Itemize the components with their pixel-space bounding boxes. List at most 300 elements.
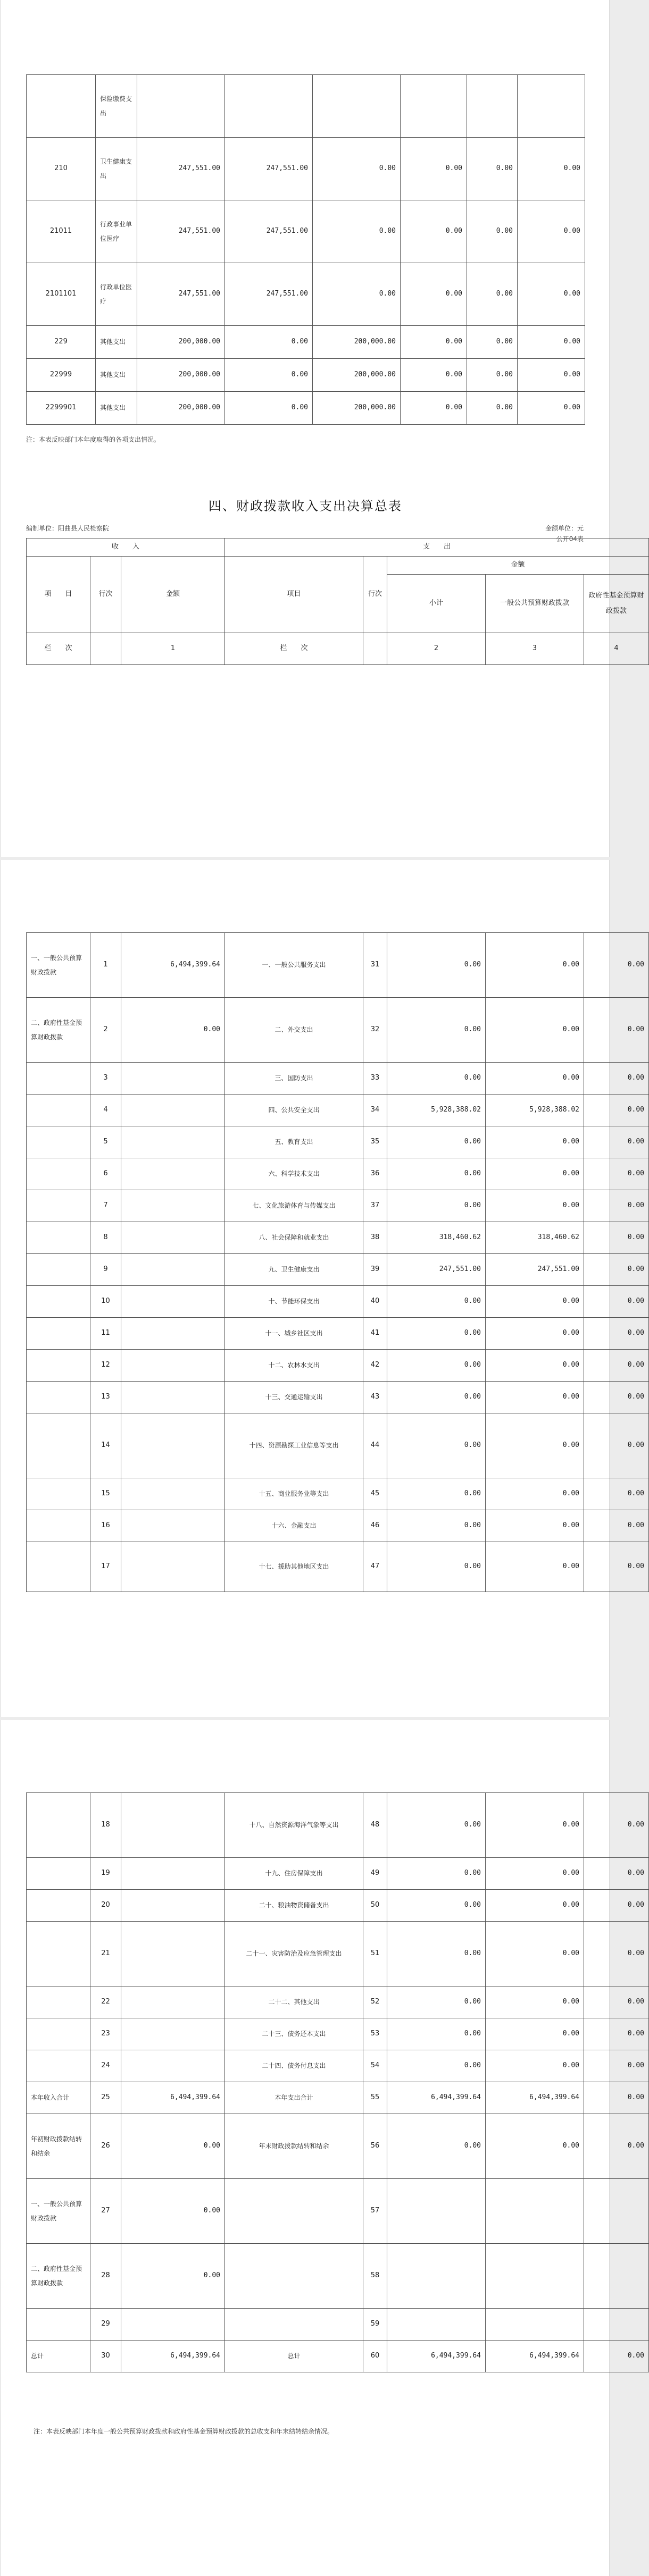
- cell-amount: [121, 1254, 225, 1286]
- cell-fund: 0.00: [584, 1922, 649, 1986]
- cell-line: 19: [90, 1858, 121, 1890]
- cell-eline: 37: [363, 1190, 387, 1222]
- cell-sub: 0.00: [387, 1542, 486, 1592]
- cell-gen: 0.00: [486, 1350, 584, 1382]
- cell-sub: 0.00: [387, 1858, 486, 1890]
- cell-code: 2299901: [27, 392, 96, 425]
- cell-project: 200,000.00: [313, 359, 401, 392]
- cell-exp: 十九、住房保障支出: [225, 1858, 363, 1890]
- document-page-1: [0, 0, 644, 857]
- cell-line: 4: [90, 1095, 121, 1126]
- form-number: 公开04表: [556, 535, 584, 543]
- cell-c4: 0.00: [401, 200, 467, 263]
- cell-fund: 0.00: [584, 1793, 649, 1858]
- cell-gen: 0.00: [486, 1190, 584, 1222]
- cell-line: 28: [90, 2244, 121, 2309]
- cell-sub: 0.00: [387, 2050, 486, 2082]
- cell-amount: [121, 1158, 225, 1190]
- cell-line: 26: [90, 2114, 121, 2179]
- table-row: [27, 1286, 649, 1318]
- cell-basic: 247,551.00: [225, 263, 313, 326]
- cell-basic: 247,551.00: [225, 138, 313, 200]
- cell-c6: 0.00: [518, 200, 585, 263]
- cell-c6: 0.00: [518, 138, 585, 200]
- cell-item: [27, 1858, 90, 1890]
- cell-name: 卫生健康支出: [96, 138, 137, 200]
- cell-c4: 0.00: [401, 392, 467, 425]
- cell-line: 13: [90, 1382, 121, 1413]
- table-row: [27, 1890, 649, 1922]
- cell-fund: 0.00: [584, 1478, 649, 1510]
- table-row: [27, 1510, 649, 1542]
- cell-sub: 0.00: [387, 1413, 486, 1478]
- cell-gen: 0.00: [486, 1158, 584, 1190]
- cell-gen: 0.00: [486, 2114, 584, 2179]
- cell-exp: 十一、城乡社区支出: [225, 1318, 363, 1350]
- cell-c5: [467, 75, 518, 138]
- table-row: [27, 1158, 649, 1190]
- cell-project: 0.00: [313, 200, 401, 263]
- cell-amount: 0.00: [121, 2244, 225, 2309]
- cell-name: 其他支出: [96, 359, 137, 392]
- cell-name: 保险缴费支出: [96, 75, 137, 138]
- cell-eline: 55: [363, 2082, 387, 2114]
- cell-eline: 56: [363, 2114, 387, 2179]
- cell-exp: 十五、商业服务业等支出: [225, 1478, 363, 1510]
- cell-eline: 58: [363, 2244, 387, 2309]
- table-row: [27, 1478, 649, 1510]
- cell-sub: 0.00: [387, 1793, 486, 1858]
- cell-sub: 0.00: [387, 1382, 486, 1413]
- col-label-2: 栏 次: [225, 633, 363, 665]
- cell-item: [27, 1286, 90, 1318]
- cell-amount: [121, 1286, 225, 1318]
- cell-sub: 0.00: [387, 1158, 486, 1190]
- cell-eline: 35: [363, 1126, 387, 1158]
- cell-line: 18: [90, 1793, 121, 1858]
- cell-fund: 0.00: [584, 2341, 649, 2372]
- cell-line: 8: [90, 1222, 121, 1254]
- table-row: [27, 1222, 649, 1254]
- cell-c5: 0.00: [467, 392, 518, 425]
- cell-fund: 0.00: [584, 2018, 649, 2050]
- cell-sub: 0.00: [387, 1126, 486, 1158]
- cell-line: 7: [90, 1190, 121, 1222]
- cell-eline: 46: [363, 1510, 387, 1542]
- cell-name: 其他支出: [96, 326, 137, 359]
- cell-item: [27, 1382, 90, 1413]
- general-budget-header: 一般公共预算财政拨款: [486, 575, 584, 633]
- cell-fund: [584, 2244, 649, 2309]
- cell-line: 3: [90, 1063, 121, 1095]
- cell-fund: 0.00: [584, 2082, 649, 2114]
- subtotal-header: 小计: [387, 575, 486, 633]
- cell-gen: 0.00: [486, 1986, 584, 2018]
- cell-item: [27, 1478, 90, 1510]
- cell-amount: [121, 1986, 225, 2018]
- cell-fund: 0.00: [584, 1254, 649, 1286]
- cell-sub: 5,928,388.02: [387, 1095, 486, 1126]
- table-row: [27, 2018, 649, 2050]
- cell-total: 200,000.00: [137, 359, 225, 392]
- cell-c4: 0.00: [401, 138, 467, 200]
- cell-total: 247,551.00: [137, 263, 225, 326]
- table-row: [27, 359, 585, 392]
- cell-line: 12: [90, 1350, 121, 1382]
- cell-total: 247,551.00: [137, 200, 225, 263]
- cell-gen: 0.00: [486, 933, 584, 998]
- cell-code: 210: [27, 138, 96, 200]
- cell-total: 247,551.00: [137, 138, 225, 200]
- table-row: [27, 1063, 649, 1095]
- cell-eline: 47: [363, 1542, 387, 1592]
- cell-gen: 318,460.62: [486, 1222, 584, 1254]
- cell-sub: 0.00: [387, 1986, 486, 2018]
- cell-amount: [121, 1793, 225, 1858]
- cell-amount: [121, 2018, 225, 2050]
- cell-exp: 十八、自然资源海洋气象等支出: [225, 1793, 363, 1858]
- cell-item: [27, 1222, 90, 1254]
- cell-gen: [486, 2309, 584, 2341]
- cell-amount: [121, 1382, 225, 1413]
- table-row: [27, 1793, 649, 1858]
- cell-fund: 0.00: [584, 1382, 649, 1413]
- cell-exp: 九、卫生健康支出: [225, 1254, 363, 1286]
- table-row: [27, 1254, 649, 1286]
- cell-gen: 0.00: [486, 1542, 584, 1592]
- cell-gen: 0.00: [486, 1510, 584, 1542]
- cell-item: 一、一般公共预算财政拨款: [27, 2179, 90, 2244]
- cell-eline: 49: [363, 1858, 387, 1890]
- cell-sub: 318,460.62: [387, 1222, 486, 1254]
- cell-eline: 50: [363, 1890, 387, 1922]
- expense-amount-header: 金额: [387, 557, 649, 575]
- cell-c5: 0.00: [467, 138, 518, 200]
- cell-total: 200,000.00: [137, 392, 225, 425]
- cell-amount: 0.00: [121, 998, 225, 1063]
- table-row: [27, 326, 585, 359]
- table-row: [27, 1413, 649, 1478]
- table-row: [27, 1350, 649, 1382]
- cell-exp: 十六、金融支出: [225, 1510, 363, 1542]
- cell-exp: 年末财政拨款结转和结余: [225, 2114, 363, 2179]
- cell-gen: 0.00: [486, 2050, 584, 2082]
- cell-c4: 0.00: [401, 326, 467, 359]
- cell-item: 本年收入合计: [27, 2082, 90, 2114]
- cell-c6: 0.00: [518, 359, 585, 392]
- cell-sub: 0.00: [387, 1286, 486, 1318]
- cell-item: [27, 1190, 90, 1222]
- table-row: [27, 200, 585, 263]
- cell-item: [27, 1318, 90, 1350]
- cell-project: 200,000.00: [313, 392, 401, 425]
- cell-basic: 0.00: [225, 326, 313, 359]
- cell-fund: 0.00: [584, 1510, 649, 1542]
- cell-eline: 41: [363, 1318, 387, 1350]
- cell-gen: 0.00: [486, 1793, 584, 1858]
- cell-c5: 0.00: [467, 359, 518, 392]
- cell-amount: [121, 1063, 225, 1095]
- cell-exp: 十七、援助其他地区支出: [225, 1542, 363, 1592]
- cell-eline: 32: [363, 998, 387, 1063]
- cell-fund: 0.00: [584, 1350, 649, 1382]
- cell-item: [27, 1986, 90, 2018]
- cell-eline: 45: [363, 1478, 387, 1510]
- cell-fund: 0.00: [584, 1063, 649, 1095]
- cell-item: 总计: [27, 2341, 90, 2372]
- cell-amount: [121, 1095, 225, 1126]
- cell-sub: 0.00: [387, 1318, 486, 1350]
- cell-gen: 6,494,399.64: [486, 2341, 584, 2372]
- cell-exp: 二十三、债务还本支出: [225, 2018, 363, 2050]
- cell-c5: 0.00: [467, 326, 518, 359]
- cell-sub: 0.00: [387, 2018, 486, 2050]
- cell-gen: [486, 2179, 584, 2244]
- cell-exp: 三、国防支出: [225, 1063, 363, 1095]
- cell-amount: [121, 1478, 225, 1510]
- cell-project: 0.00: [313, 138, 401, 200]
- cell-line: 22: [90, 1986, 121, 2018]
- cell-amount: [121, 2309, 225, 2341]
- cell-exp: 二、外交支出: [225, 998, 363, 1063]
- cell-c6: [518, 75, 585, 138]
- cell-item: [27, 1413, 90, 1478]
- table-row: [27, 1126, 649, 1158]
- cell-total: [137, 75, 225, 138]
- table-row: [27, 263, 585, 326]
- col-number-2: 2: [387, 633, 486, 665]
- cell-sub: 0.00: [387, 1350, 486, 1382]
- cell-eline: 48: [363, 1793, 387, 1858]
- cell-sub: 0.00: [387, 1063, 486, 1095]
- table-row: [27, 2341, 649, 2372]
- cell-gen: 0.00: [486, 1890, 584, 1922]
- cell-eline: 31: [363, 933, 387, 998]
- cell-exp: 总计: [225, 2341, 363, 2372]
- cell-exp: 二十二、其他支出: [225, 1986, 363, 2018]
- cell-gen: 0.00: [486, 1858, 584, 1890]
- table-row: [27, 1095, 649, 1126]
- col-label: 栏 次: [27, 633, 90, 665]
- cell-line: 5: [90, 1126, 121, 1158]
- cell-code: 22999: [27, 359, 96, 392]
- cell-item: [27, 1350, 90, 1382]
- expense-item-header: 项目: [225, 557, 363, 633]
- cell-fund: 0.00: [584, 2114, 649, 2179]
- income-amount-header: 金额: [121, 557, 225, 633]
- cell-fund: 0.00: [584, 933, 649, 998]
- cell-basic: 247,551.00: [225, 200, 313, 263]
- cell-total: 200,000.00: [137, 326, 225, 359]
- table-row: [27, 933, 649, 998]
- cell-line: 14: [90, 1413, 121, 1478]
- cell-amount: [121, 1413, 225, 1478]
- cell-line: 20: [90, 1890, 121, 1922]
- cell-project: 0.00: [313, 263, 401, 326]
- cell-fund: 0.00: [584, 1158, 649, 1190]
- cell-sub: 0.00: [387, 1190, 486, 1222]
- cell-exp: 二十、粮油物资储备支出: [225, 1890, 363, 1922]
- cell-c6: 0.00: [518, 326, 585, 359]
- cell-amount: 0.00: [121, 2114, 225, 2179]
- cell-exp: 四、公共安全支出: [225, 1095, 363, 1126]
- income-header: 收 入: [27, 538, 225, 557]
- cell-eline: 60: [363, 2341, 387, 2372]
- cell-name: 行政事业单位医疗: [96, 200, 137, 263]
- cell-line: 16: [90, 1510, 121, 1542]
- cell-amount: [121, 1858, 225, 1890]
- cell-name: 行政单位医疗: [96, 263, 137, 326]
- cell-eline: 53: [363, 2018, 387, 2050]
- cell-exp: [225, 2244, 363, 2309]
- summary-table-body-1: [26, 932, 649, 1592]
- cell-amount: [121, 1318, 225, 1350]
- table-row: [27, 1542, 649, 1592]
- table-row: [27, 1858, 649, 1890]
- cell-exp: 七、文化旅游体育与传媒支出: [225, 1190, 363, 1222]
- cell-sub: 0.00: [387, 1890, 486, 1922]
- cell-item: 一、一般公共预算财政拨款: [27, 933, 90, 998]
- cell-code: [27, 75, 96, 138]
- cell-exp: 十、节能环保支出: [225, 1286, 363, 1318]
- cell-line: 23: [90, 2018, 121, 2050]
- expense-line-header: 行次: [363, 557, 387, 633]
- cell-fund: 0.00: [584, 1095, 649, 1126]
- cell-line: 27: [90, 2179, 121, 2244]
- cell-item: [27, 1126, 90, 1158]
- cell-fund: 0.00: [584, 1858, 649, 1890]
- cell-eline: 42: [363, 1350, 387, 1382]
- cell-gen: 0.00: [486, 1063, 584, 1095]
- cell-c5: 0.00: [467, 263, 518, 326]
- cell-exp: 六、科学技术支出: [225, 1158, 363, 1190]
- cell-amount: [121, 1890, 225, 1922]
- unit-label: 编制单位：阳曲县人民检察院: [26, 525, 110, 532]
- cell-amount: [121, 1542, 225, 1592]
- cell-eline: 54: [363, 2050, 387, 2082]
- table-row: [27, 138, 585, 200]
- cell-item: [27, 1063, 90, 1095]
- summary-footnote: 注：本表反映部门本年度一般公共预算财政拨款和政府性基金预算财政拨款的总收支和年末结转结余情况。: [34, 2428, 334, 2435]
- cell-gen: 247,551.00: [486, 1254, 584, 1286]
- cell-eline: 51: [363, 1922, 387, 1986]
- cell-line: 10: [90, 1286, 121, 1318]
- cell-sub: 6,494,399.64: [387, 2082, 486, 2114]
- col-number-1: 1: [121, 633, 225, 665]
- cell-item: [27, 2018, 90, 2050]
- cell-exp: 十三、交通运输支出: [225, 1382, 363, 1413]
- cell-exp: 十二、农林水支出: [225, 1350, 363, 1382]
- cell-item: [27, 1793, 90, 1858]
- cell-basic: 0.00: [225, 392, 313, 425]
- cell-amount: 6,494,399.64: [121, 2341, 225, 2372]
- cell-item: [27, 1095, 90, 1126]
- table-row: [27, 1922, 649, 1986]
- document-page-2: [0, 860, 644, 1717]
- cell-eline: 36: [363, 1158, 387, 1190]
- table-row: [27, 1318, 649, 1350]
- cell-exp: 五、教育支出: [225, 1126, 363, 1158]
- cell-amount: 6,494,399.64: [121, 933, 225, 998]
- cell-basic: 0.00: [225, 359, 313, 392]
- cell-eline: 34: [363, 1095, 387, 1126]
- cell-gen: 5,928,388.02: [486, 1095, 584, 1126]
- cell-line: 17: [90, 1542, 121, 1592]
- table-row: [27, 2309, 649, 2341]
- cell-eline: 38: [363, 1222, 387, 1254]
- cell-fund: [584, 2179, 649, 2244]
- cell-c4: 0.00: [401, 263, 467, 326]
- cell-sub: [387, 2179, 486, 2244]
- cell-fund: [584, 2309, 649, 2341]
- cell-line: 1: [90, 933, 121, 998]
- cell-gen: 0.00: [486, 1286, 584, 1318]
- cell-sub: 0.00: [387, 1922, 486, 1986]
- cell-gen: 6,494,399.64: [486, 2082, 584, 2114]
- cell-sub: 0.00: [387, 2114, 486, 2179]
- cell-amount: 6,494,399.64: [121, 2082, 225, 2114]
- cell-exp: [225, 2179, 363, 2244]
- table-row: [27, 75, 585, 138]
- cell-gen: [486, 2244, 584, 2309]
- cell-item: 年初财政拨款结转和结余: [27, 2114, 90, 2179]
- cell-item: [27, 1158, 90, 1190]
- table-row: [27, 1382, 649, 1413]
- cell-fund: 0.00: [584, 1318, 649, 1350]
- cell-item: [27, 1510, 90, 1542]
- cell-code: 229: [27, 326, 96, 359]
- income-line-header: 行次: [90, 557, 121, 633]
- cell-gen: 0.00: [486, 1478, 584, 1510]
- cell-line: 24: [90, 2050, 121, 2082]
- cell-fund: 0.00: [584, 998, 649, 1063]
- cell-exp: 二十一、灾害防治及应急管理支出: [225, 1922, 363, 1986]
- table-row: [27, 2082, 649, 2114]
- summary-table-body-2: [26, 1792, 649, 2372]
- cell-fund: 0.00: [584, 1542, 649, 1592]
- cell-line: 25: [90, 2082, 121, 2114]
- cell-sub: 6,494,399.64: [387, 2341, 486, 2372]
- summary-table-header: [26, 538, 649, 665]
- cell-item: [27, 2309, 90, 2341]
- document-page-3: [0, 1720, 644, 2576]
- cell-item: 二、政府性基金预算财政拨款: [27, 2244, 90, 2309]
- col-number-4: 4: [584, 633, 649, 665]
- cell-amount: [121, 1350, 225, 1382]
- cell-project: 200,000.00: [313, 326, 401, 359]
- cell-line: 21: [90, 1922, 121, 1986]
- col-number-3: 3: [486, 633, 584, 665]
- cell-sub: 0.00: [387, 1478, 486, 1510]
- cell-c6: 0.00: [518, 263, 585, 326]
- table-row: [27, 1190, 649, 1222]
- cell-line: 6: [90, 1158, 121, 1190]
- cell-eline: 59: [363, 2309, 387, 2341]
- cell-gen: 0.00: [486, 1382, 584, 1413]
- cell-eline: 43: [363, 1382, 387, 1413]
- table-row: [27, 2244, 649, 2309]
- cell-exp: 十四、资源勘探工业信息等支出: [225, 1413, 363, 1478]
- cell-fund: 0.00: [584, 1126, 649, 1158]
- cell-c6: 0.00: [518, 392, 585, 425]
- cell-fund: 0.00: [584, 1190, 649, 1222]
- cell-amount: [121, 1922, 225, 1986]
- expense-header: 支 出: [225, 538, 649, 557]
- cell-sub: 0.00: [387, 998, 486, 1063]
- cell-code: 21011: [27, 200, 96, 263]
- cell-sub: 0.00: [387, 933, 486, 998]
- cell-fund: 0.00: [584, 1286, 649, 1318]
